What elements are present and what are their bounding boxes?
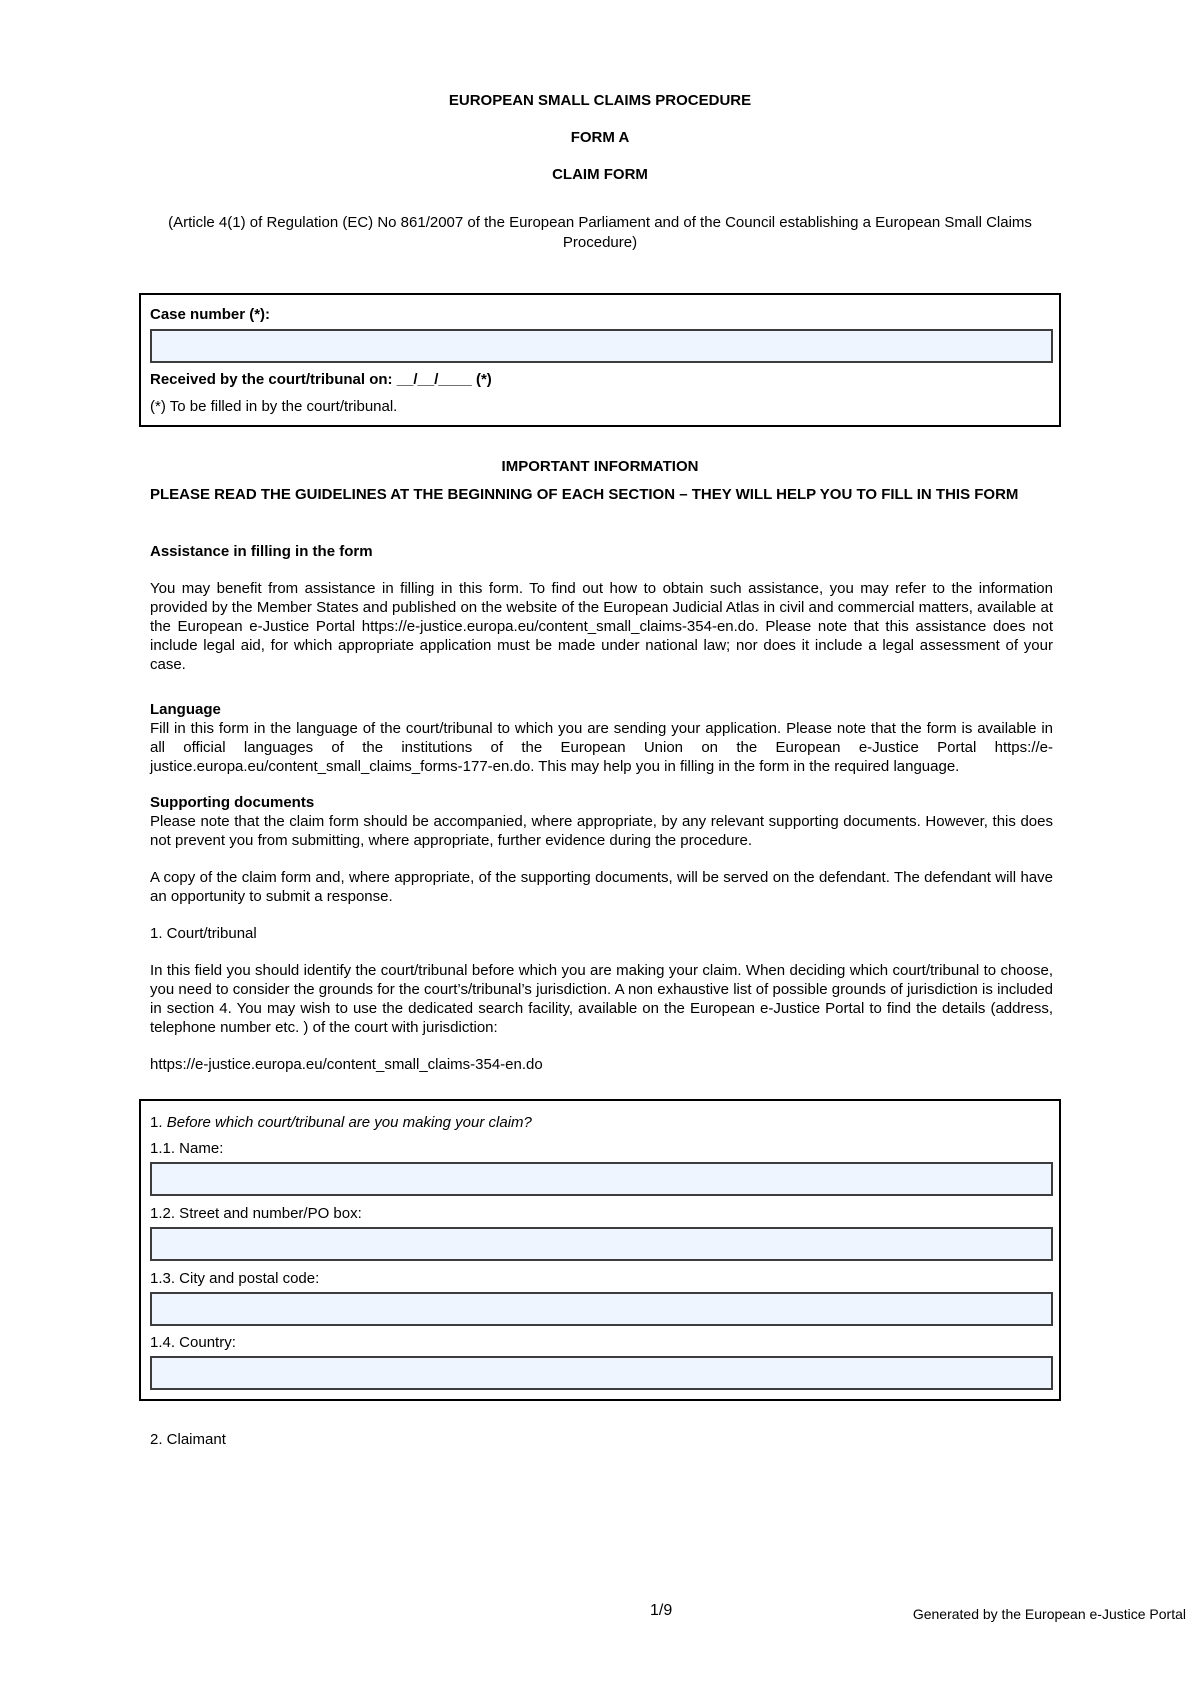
section-1-guidance: In this field you should identify the court/tribunal before which you are making your claim. When deciding which court/tribunal to choose, you need to consider the grounds for the court’s/tribunal’s jurisdiction. A non exhaustive list of possible grounds of jurisdiction is included in section 4. You may wish to use the dedicated search facility, available on the European e-Justice Portal to find the details (address, telephone number etc. ) of the court with jurisdiction: xyxy=(150,962,1053,1036)
court-question-number: 1. xyxy=(150,1114,167,1131)
court-use-box xyxy=(139,293,1061,427)
form-name: CLAIM FORM xyxy=(552,166,648,183)
supporting-docs-heading: Supporting documents xyxy=(150,794,315,811)
court-country-field[interactable] xyxy=(150,1356,1053,1390)
court-question xyxy=(150,1114,532,1131)
section-1-heading: 1. Court/tribunal xyxy=(150,925,257,942)
supporting-docs-text: Please note that the claim form should be accompanied, where appropriate, by any relevant supporting documents. However, this does not prevent you from submitting, where appropriate, further evidence during the procedure. xyxy=(150,813,1053,849)
form-id: FORM A xyxy=(570,129,630,146)
language-text: Fill in this form in the language of the court/tribunal to which you are sending your application. Please note that the form is available in all official languages of the institutions of the European Union on the European e-Justice Portal https://e-justice.europa.eu/content_small_claims_forms-177-en.do. This may help you in filling in the form in the required language. xyxy=(150,720,1053,775)
court-use-footnote: (*) To be filled in by the court/tribunal. xyxy=(150,398,398,415)
case-number-label: Case number (*): xyxy=(150,306,271,323)
court-name-field[interactable] xyxy=(150,1162,1053,1196)
guidelines-notice: PLEASE READ THE GUIDELINES AT THE BEGINNING OF EACH SECTION – THEY WILL HELP YOU TO FILL IN THIS FORM xyxy=(150,486,1019,503)
court-country-label: 1.4. Country: xyxy=(150,1334,236,1351)
court-street-label: 1.2. Street and number/PO box: xyxy=(150,1205,362,1222)
court-city-label: 1.3. City and postal code: xyxy=(150,1270,320,1287)
regulation-reference: (Article 4(1) of Regulation (EC) No 861/2007 of the European Parliament and of the Council establishing a European Small Claims Procedure) xyxy=(168,214,1032,251)
generated-by: Generated by the European e-Justice Portal xyxy=(912,1606,1186,1622)
received-date-label: Received by the court/tribunal on: __/__/____ (*) xyxy=(150,371,492,388)
e-justice-link[interactable]: https://e-justice.europa.eu/content_small_claims-354-en.do xyxy=(150,1056,543,1073)
court-details-box xyxy=(139,1099,1061,1401)
language-heading: Language xyxy=(150,701,221,718)
court-question-text: Before which court/tribunal are you making your claim? xyxy=(166,1114,532,1131)
important-info-heading: IMPORTANT INFORMATION xyxy=(501,458,699,475)
form-title: EUROPEAN SMALL CLAIMS PROCEDURE xyxy=(448,92,752,109)
section-2-heading: 2. Claimant xyxy=(150,1431,226,1448)
court-street-field[interactable] xyxy=(150,1227,1053,1261)
assistance-text: You may benefit from assistance in filling in this form. To find out how to obtain such assistance, you may refer to the information provided by the Member States and published on the website of the European Judicial Atlas in civil and commercial matters, available at the European e-Justice Portal https://e-justice.europa.eu/content_small_claims-354-en.do. Please note that this assistance does not include legal aid, for which appropriate application must be made under national law; nor does it include a legal assessment of your case. xyxy=(150,580,1053,673)
assistance-heading: Assistance in filling in the form xyxy=(150,543,373,560)
copy-served-text: A copy of the claim form and, where appropriate, of the supporting documents, will be served on the defendant. The defendant will have an opportunity to submit a response. xyxy=(150,869,1053,905)
court-name-label: 1.1. Name: xyxy=(150,1140,224,1157)
court-city-field[interactable] xyxy=(150,1292,1053,1326)
page-number: 1/9 xyxy=(650,1602,673,1619)
case-number-field[interactable] xyxy=(150,329,1053,363)
